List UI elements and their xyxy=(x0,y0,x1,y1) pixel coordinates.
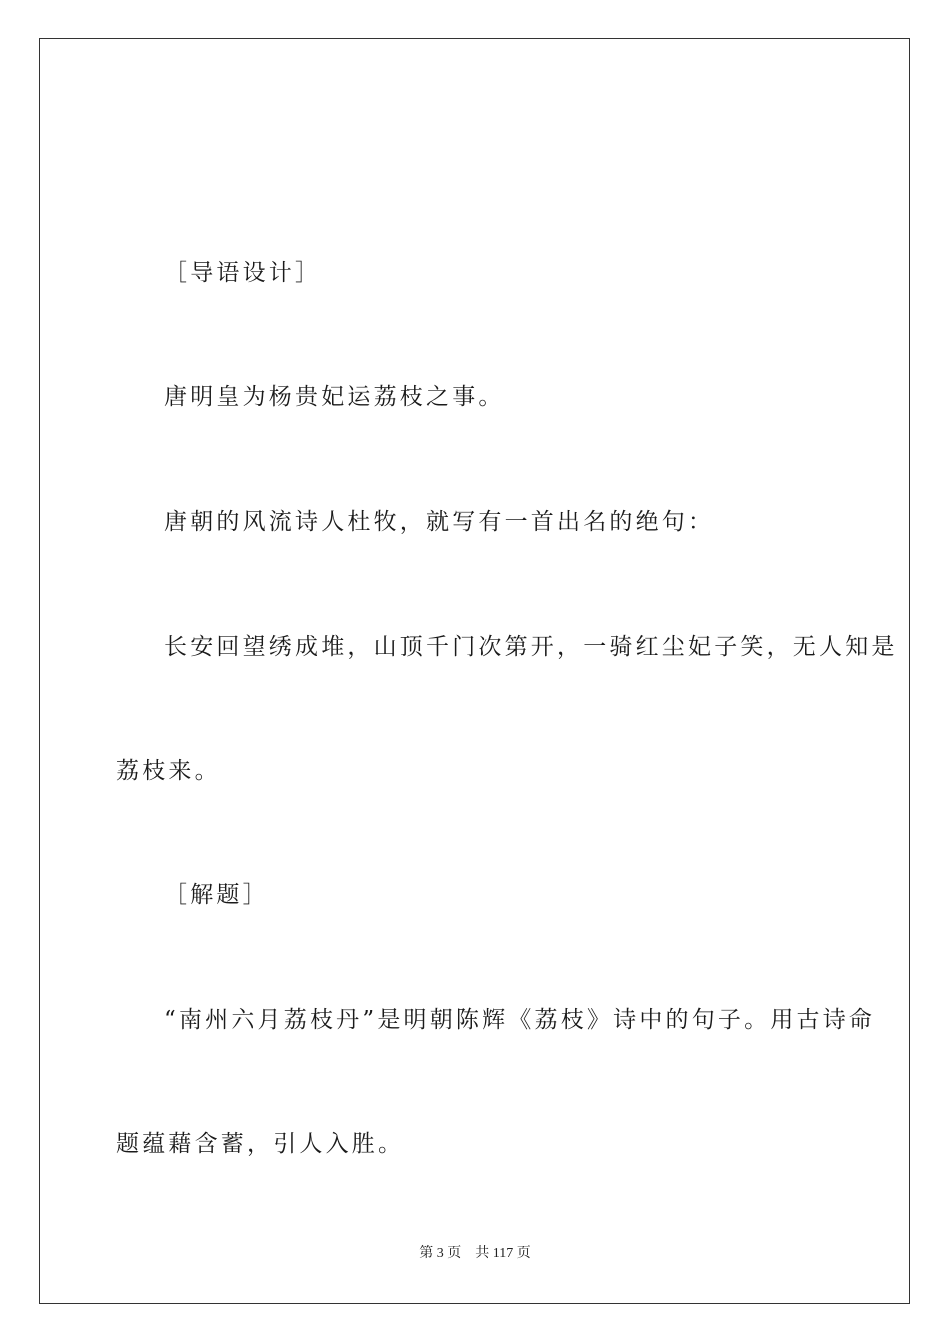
paragraph-2: 唐朝的风流诗人杜牧，就写有一首出名的绝句： xyxy=(164,509,715,535)
poem-line-1: 长安回望绣成堆，山顶千门次第开，一骑红尘妃子笑，无人知是 xyxy=(164,634,898,660)
page-total: 共 117 页 xyxy=(475,1246,531,1261)
page-border xyxy=(39,38,910,1304)
paragraph-3-line-2: 题蕴藉含蓄，引人入胜。 xyxy=(116,1131,405,1157)
heading-intro-design: ［导语设计］ xyxy=(164,260,322,286)
poem-line-2: 荔枝来。 xyxy=(116,758,221,784)
page-number: 第 3 页 xyxy=(419,1246,462,1261)
paragraph-3-line-1: “南州六月荔枝丹”是明朝陈辉《荔枝》诗中的句子。用古诗命 xyxy=(164,1007,876,1033)
heading-explain-title: ［解题］ xyxy=(164,882,269,908)
paragraph-1: 唐明皇为杨贵妃运荔枝之事。 xyxy=(164,384,505,410)
page-footer xyxy=(0,1244,950,1264)
